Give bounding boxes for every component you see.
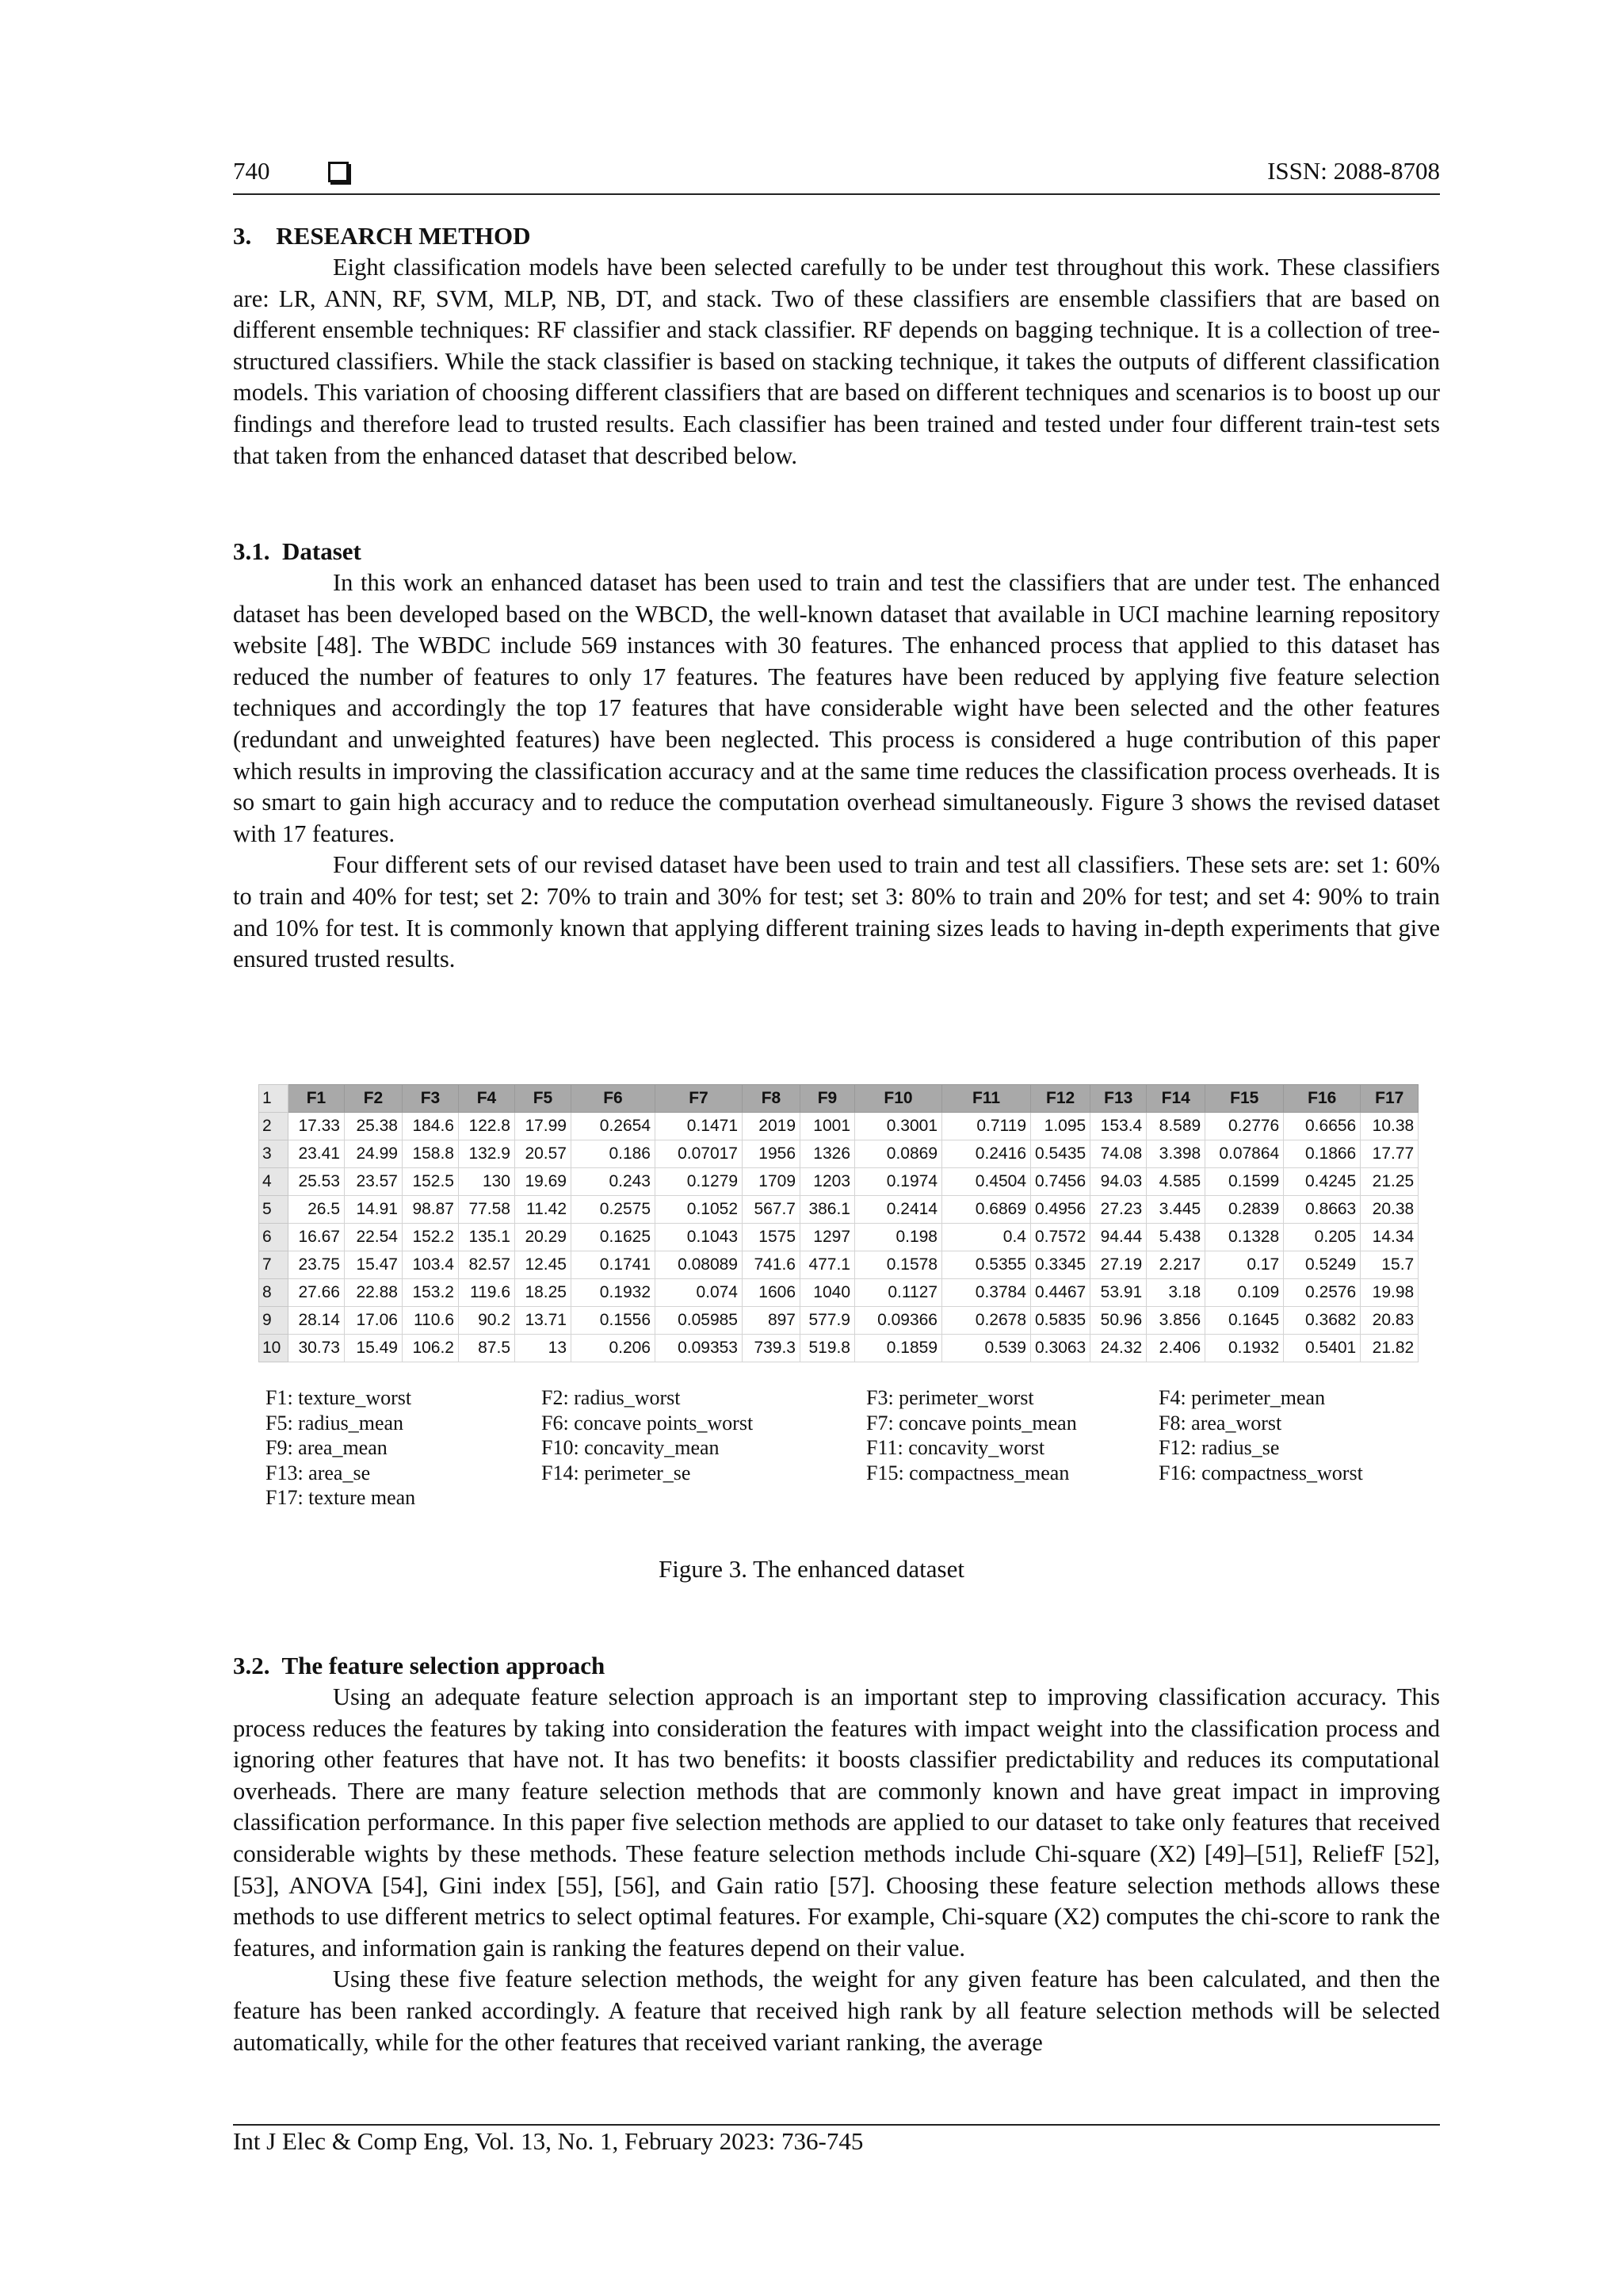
table-cell: 1297 bbox=[800, 1224, 855, 1251]
table-cell: 0.539 bbox=[942, 1335, 1031, 1362]
feature-legend-item: F12: radius_se bbox=[1159, 1436, 1280, 1459]
table-cell: 0.206 bbox=[571, 1335, 655, 1362]
table-cell: 25.38 bbox=[345, 1113, 403, 1140]
column-header: F13 bbox=[1090, 1085, 1147, 1113]
table-cell: 0.1645 bbox=[1205, 1307, 1284, 1335]
table-cell: 17.77 bbox=[1361, 1140, 1419, 1168]
feature-legend-item: F11: concavity_worst bbox=[866, 1436, 1045, 1459]
table-cell: 1575 bbox=[743, 1224, 800, 1251]
row-number: 10 bbox=[259, 1335, 288, 1362]
table-cell: 567.7 bbox=[743, 1196, 800, 1224]
column-header: F3 bbox=[403, 1085, 459, 1113]
table-cell: 22.54 bbox=[345, 1224, 403, 1251]
column-header: F8 bbox=[743, 1085, 800, 1113]
column-header: F7 bbox=[655, 1085, 743, 1113]
box-icon bbox=[328, 162, 349, 182]
table-cell: 2.217 bbox=[1147, 1251, 1205, 1279]
table-cell: 20.38 bbox=[1361, 1196, 1419, 1224]
row-number: 2 bbox=[259, 1113, 288, 1140]
table-cell: 0.3784 bbox=[942, 1279, 1031, 1307]
table-cell: 0.4956 bbox=[1031, 1196, 1090, 1224]
table-cell: 0.1625 bbox=[571, 1224, 655, 1251]
table-cell: 386.1 bbox=[800, 1196, 855, 1224]
table-cell: 0.1932 bbox=[571, 1279, 655, 1307]
table-cell: 0.7572 bbox=[1031, 1224, 1090, 1251]
table-cell: 13.71 bbox=[515, 1307, 571, 1335]
column-header: F2 bbox=[345, 1085, 403, 1113]
table-cell: 21.82 bbox=[1361, 1335, 1419, 1362]
table-cell: 2019 bbox=[743, 1113, 800, 1140]
table-cell: 0.8663 bbox=[1284, 1196, 1361, 1224]
feature-legend-column bbox=[541, 1385, 753, 1485]
column-header: F1 bbox=[288, 1085, 345, 1113]
table-cell: 0.1043 bbox=[655, 1224, 743, 1251]
table-cell: 0.1866 bbox=[1284, 1140, 1361, 1168]
paragraph: Eight classification models have been selected carefully to be under test throughout this work. These classifiers are: LR, ANN, RF, SVM, MLP, NB, DT, and stack. Two of these classifiers are ensemble classifiers that are based on different ensemble techniques: RF classifier and stack classifier. RF depends on bagging technique. It is a collection of tree-structured classifiers. While the stack classifier is based on stacking technique, it takes the outputs of different classification models. This variation of choosing different classifiers that are based on different techniques and scenarios is to boost up our findings and therefore lead to trusted results. Each classifier has been trained and tested under four different train-test sets that taken from the enhanced dataset that described below. bbox=[233, 254, 1440, 469]
table-cell: 27.66 bbox=[288, 1279, 345, 1307]
table-cell: 103.4 bbox=[403, 1251, 459, 1279]
table-cell: 1001 bbox=[800, 1113, 855, 1140]
table-cell: 94.03 bbox=[1090, 1168, 1147, 1196]
table-cell: 0.1974 bbox=[855, 1168, 942, 1196]
table-cell: 153.4 bbox=[1090, 1113, 1147, 1140]
table-cell: 1956 bbox=[743, 1140, 800, 1168]
table-cell: 12.45 bbox=[515, 1251, 571, 1279]
table-cell: 98.87 bbox=[403, 1196, 459, 1224]
table-cell: 0.1052 bbox=[655, 1196, 743, 1224]
feature-legend-item: F15: compactness_mean bbox=[866, 1461, 1070, 1484]
table-cell: 0.6869 bbox=[942, 1196, 1031, 1224]
table-cell: 74.08 bbox=[1090, 1140, 1147, 1168]
table-cell: 135.1 bbox=[459, 1224, 515, 1251]
table-cell: 53.91 bbox=[1090, 1279, 1147, 1307]
table-cell: 158.8 bbox=[403, 1140, 459, 1168]
table-row bbox=[259, 1251, 1419, 1279]
table-cell: 0.17 bbox=[1205, 1251, 1284, 1279]
table-cell: 153.2 bbox=[403, 1279, 459, 1307]
table-cell: 17.33 bbox=[288, 1113, 345, 1140]
table-cell: 13 bbox=[515, 1335, 571, 1362]
table-cell: 0.1556 bbox=[571, 1307, 655, 1335]
table-cell: 94.44 bbox=[1090, 1224, 1147, 1251]
footer-rule bbox=[233, 2124, 1440, 2126]
column-header: F14 bbox=[1147, 1085, 1205, 1113]
page-number: 740 bbox=[233, 157, 270, 185]
paragraph: Using these five feature selection methods, the weight for any given feature has been calculated, and then the feature has been ranked accordingly. A feature that received high rank by all feature selection methods will be selected automatically, while for the other features that received variant ranking, the average bbox=[233, 1966, 1440, 2056]
table-cell: 132.9 bbox=[459, 1140, 515, 1168]
table-cell: 184.6 bbox=[403, 1113, 459, 1140]
table-cell: 0.074 bbox=[655, 1279, 743, 1307]
table-cell: 0.1471 bbox=[655, 1113, 743, 1140]
table-cell: 0.2654 bbox=[571, 1113, 655, 1140]
table-cell: 130 bbox=[459, 1168, 515, 1196]
column-header: F5 bbox=[515, 1085, 571, 1113]
table-cell: 897 bbox=[743, 1307, 800, 1335]
table-cell: 741.6 bbox=[743, 1251, 800, 1279]
table-cell: 3.445 bbox=[1147, 1196, 1205, 1224]
table-cell: 0.3682 bbox=[1284, 1307, 1361, 1335]
table-cell: 0.2576 bbox=[1284, 1279, 1361, 1307]
table-cell: 0.4504 bbox=[942, 1168, 1031, 1196]
feature-legend-item: F13: area_se bbox=[265, 1461, 371, 1484]
table-row bbox=[259, 1140, 1419, 1168]
row-number: 8 bbox=[259, 1279, 288, 1307]
table-row bbox=[259, 1196, 1419, 1224]
table-cell: 0.1578 bbox=[855, 1251, 942, 1279]
table-cell: 0.5249 bbox=[1284, 1251, 1361, 1279]
table-row bbox=[259, 1335, 1419, 1362]
feature-legend-item: F10: concavity_mean bbox=[541, 1436, 720, 1459]
table-cell: 87.5 bbox=[459, 1335, 515, 1362]
section-body-research-method bbox=[233, 252, 1440, 472]
table-cell: 0.2678 bbox=[942, 1307, 1031, 1335]
table-cell: 1326 bbox=[800, 1140, 855, 1168]
table-cell: 1709 bbox=[743, 1168, 800, 1196]
table-cell: 14.34 bbox=[1361, 1224, 1419, 1251]
table-row bbox=[259, 1224, 1419, 1251]
table-cell: 8.589 bbox=[1147, 1113, 1205, 1140]
table-cell: 0.5355 bbox=[942, 1251, 1031, 1279]
table-cell: 152.2 bbox=[403, 1224, 459, 1251]
table-cell: 4.585 bbox=[1147, 1168, 1205, 1196]
paragraph: Using an adequate feature selection approach is an important step to improving classification accuracy. This process reduces the features by taking into consideration the features with impact weight into the classification process and ignoring other features that have not. It has two benefits: it boosts classifier predictability and reduces its computational overheads. There are many feature selection methods that are commonly known and have great impact in improving classification performance. In this paper five selection methods are applied to our dataset to take only features that received considerable wights by these methods. These feature selection methods include Chi-square (X2) [49]–[51], ReliefF [52], [53], ANOVA [54], Gini index [55], [56], and Gain ratio [57]. Choosing these feature selection methods allows these methods to use different metrics to select optimal features. For example, Chi-square (X2) computes the chi-score to rank the features, and information gain is ranking the features depend on their value. bbox=[233, 1683, 1440, 1962]
table-cell: 0.5435 bbox=[1031, 1140, 1090, 1168]
section-body-dataset bbox=[233, 567, 1440, 976]
table-row bbox=[259, 1279, 1419, 1307]
table-cell: 0.1599 bbox=[1205, 1168, 1284, 1196]
column-header: F9 bbox=[800, 1085, 855, 1113]
column-header: F16 bbox=[1284, 1085, 1361, 1113]
table-cell: 77.58 bbox=[459, 1196, 515, 1224]
dataset-table bbox=[258, 1084, 1419, 1362]
column-header: F6 bbox=[571, 1085, 655, 1113]
table-cell: 20.29 bbox=[515, 1224, 571, 1251]
table-cell: 0.2839 bbox=[1205, 1196, 1284, 1224]
table-cell: 122.8 bbox=[459, 1113, 515, 1140]
header-rule bbox=[233, 193, 1440, 195]
table-cell: 3.398 bbox=[1147, 1140, 1205, 1168]
row-number-header: 1 bbox=[259, 1085, 288, 1113]
table-cell: 0.3001 bbox=[855, 1113, 942, 1140]
table-cell: 0.0869 bbox=[855, 1140, 942, 1168]
feature-legend-item: F7: concave points_mean bbox=[866, 1411, 1077, 1435]
table-row bbox=[259, 1307, 1419, 1335]
table-cell: 0.1328 bbox=[1205, 1224, 1284, 1251]
table-cell: 0.5835 bbox=[1031, 1307, 1090, 1335]
table-cell: 0.1932 bbox=[1205, 1335, 1284, 1362]
table-cell: 20.57 bbox=[515, 1140, 571, 1168]
figure-caption: Figure 3. The enhanced dataset bbox=[659, 1555, 964, 1583]
table-cell: 0.4245 bbox=[1284, 1168, 1361, 1196]
feature-legend-item: F5: radius_mean bbox=[265, 1411, 404, 1435]
table-cell: 2.406 bbox=[1147, 1335, 1205, 1362]
table-cell: 1.095 bbox=[1031, 1113, 1090, 1140]
table-cell: 0.2414 bbox=[855, 1196, 942, 1224]
table-cell: 0.08089 bbox=[655, 1251, 743, 1279]
table-cell: 17.99 bbox=[515, 1113, 571, 1140]
table-header-row bbox=[259, 1085, 1419, 1113]
column-header: F12 bbox=[1031, 1085, 1090, 1113]
table-cell: 28.14 bbox=[288, 1307, 345, 1335]
table-cell: 119.6 bbox=[459, 1279, 515, 1307]
table-cell: 90.2 bbox=[459, 1307, 515, 1335]
column-header: F11 bbox=[942, 1085, 1031, 1113]
table-cell: 0.2776 bbox=[1205, 1113, 1284, 1140]
table-cell: 0.7119 bbox=[942, 1113, 1031, 1140]
feature-legend-item: F14: perimeter_se bbox=[541, 1461, 691, 1484]
table-cell: 17.06 bbox=[345, 1307, 403, 1335]
table-cell: 11.42 bbox=[515, 1196, 571, 1224]
table-cell: 477.1 bbox=[800, 1251, 855, 1279]
feature-legend-item: F17: texture mean bbox=[265, 1486, 416, 1509]
table-cell: 0.7456 bbox=[1031, 1168, 1090, 1196]
feature-legend-column bbox=[265, 1385, 415, 1511]
table-cell: 152.5 bbox=[403, 1168, 459, 1196]
feature-legend-item: F8: area_worst bbox=[1159, 1411, 1282, 1435]
table-cell: 0.1741 bbox=[571, 1251, 655, 1279]
table-cell: 0.5401 bbox=[1284, 1335, 1361, 1362]
table-cell: 15.49 bbox=[345, 1335, 403, 1362]
feature-legend-item: F9: area_mean bbox=[265, 1436, 388, 1459]
row-number: 5 bbox=[259, 1196, 288, 1224]
table-cell: 1203 bbox=[800, 1168, 855, 1196]
section-heading-feature-selection: 3.2. The feature selection approach bbox=[233, 1652, 605, 1679]
section-heading-dataset: 3.1. Dataset bbox=[233, 537, 361, 565]
table-cell: 22.88 bbox=[345, 1279, 403, 1307]
table-cell: 5.438 bbox=[1147, 1224, 1205, 1251]
section-body-feature-selection bbox=[233, 1682, 1440, 2058]
table-cell: 18.25 bbox=[515, 1279, 571, 1307]
table-cell: 0.09353 bbox=[655, 1335, 743, 1362]
footer-citation: Int J Elec & Comp Eng, Vol. 13, No. 1, February 2023: 736-745 bbox=[233, 2127, 864, 2155]
table-cell: 0.186 bbox=[571, 1140, 655, 1168]
table-row bbox=[259, 1168, 1419, 1196]
row-number: 9 bbox=[259, 1307, 288, 1335]
table-cell: 1040 bbox=[800, 1279, 855, 1307]
table-cell: 0.05985 bbox=[655, 1307, 743, 1335]
table-cell: 0.2416 bbox=[942, 1140, 1031, 1168]
table-cell: 0.3063 bbox=[1031, 1335, 1090, 1362]
column-header: F15 bbox=[1205, 1085, 1284, 1113]
table-cell: 15.7 bbox=[1361, 1251, 1419, 1279]
table-cell: 1606 bbox=[743, 1279, 800, 1307]
table-cell: 10.38 bbox=[1361, 1113, 1419, 1140]
table-cell: 519.8 bbox=[800, 1335, 855, 1362]
table-cell: 24.32 bbox=[1090, 1335, 1147, 1362]
feature-legend-item: F2: radius_worst bbox=[541, 1386, 681, 1409]
table-cell: 19.69 bbox=[515, 1168, 571, 1196]
table-cell: 0.1859 bbox=[855, 1335, 942, 1362]
section-heading-research-method: 3. RESEARCH METHOD bbox=[233, 222, 531, 250]
paragraph: In this work an enhanced dataset has been used to train and test the classifiers that are under test. The enhanced dataset has been developed based on the WBCD, the well-known dataset that available in UCI machine learning repository website [48]. The WBDC include 569 instances with 30 features. The enhanced process that applied to this dataset has reduced the number of features to only 17 features. The features have been reduced by applying five feature selection techniques and accordingly the top 17 features that have considerable wight have been selected and the other features (redundant and unweighted features) have been neglected. This process is considered a huge contribution of this paper which results in improving the classification accuracy and at the same time reduces the classification process overheads. It is so smart to gain high accuracy and to reduce the computation overhead simultaneously. Figure 3 shows the revised dataset with 17 features. bbox=[233, 569, 1440, 847]
table-cell: 23.75 bbox=[288, 1251, 345, 1279]
column-header: F17 bbox=[1361, 1085, 1419, 1113]
column-header: F10 bbox=[855, 1085, 942, 1113]
table-cell: 0.2575 bbox=[571, 1196, 655, 1224]
feature-legend-item: F16: compactness_worst bbox=[1159, 1461, 1363, 1484]
table-cell: 0.243 bbox=[571, 1168, 655, 1196]
table-cell: 0.07864 bbox=[1205, 1140, 1284, 1168]
column-header: F4 bbox=[459, 1085, 515, 1113]
table-cell: 19.98 bbox=[1361, 1279, 1419, 1307]
table-row bbox=[259, 1113, 1419, 1140]
table-cell: 20.83 bbox=[1361, 1307, 1419, 1335]
feature-legend-item: F6: concave points_worst bbox=[541, 1411, 754, 1435]
table-cell: 739.3 bbox=[743, 1335, 800, 1362]
issn: ISSN: 2088-8708 bbox=[1267, 157, 1440, 185]
table-cell: 0.198 bbox=[855, 1224, 942, 1251]
feature-legend-item: F4: perimeter_mean bbox=[1159, 1386, 1326, 1409]
feature-legend-column bbox=[866, 1385, 1077, 1485]
table-cell: 0.09366 bbox=[855, 1307, 942, 1335]
table-cell: 0.1279 bbox=[655, 1168, 743, 1196]
table-cell: 3.18 bbox=[1147, 1279, 1205, 1307]
table-cell: 0.4467 bbox=[1031, 1279, 1090, 1307]
table-cell: 21.25 bbox=[1361, 1168, 1419, 1196]
row-number: 3 bbox=[259, 1140, 288, 1168]
table-cell: 30.73 bbox=[288, 1335, 345, 1362]
table-cell: 0.205 bbox=[1284, 1224, 1361, 1251]
table-cell: 110.6 bbox=[403, 1307, 459, 1335]
table-cell: 25.53 bbox=[288, 1168, 345, 1196]
table-cell: 26.5 bbox=[288, 1196, 345, 1224]
feature-legend-column bbox=[1159, 1385, 1363, 1485]
table-cell: 14.91 bbox=[345, 1196, 403, 1224]
table-cell: 23.57 bbox=[345, 1168, 403, 1196]
table-cell: 15.47 bbox=[345, 1251, 403, 1279]
table-cell: 0.6656 bbox=[1284, 1113, 1361, 1140]
feature-legend-item: F1: texture_worst bbox=[265, 1386, 412, 1409]
table-cell: 50.96 bbox=[1090, 1307, 1147, 1335]
table-cell: 27.23 bbox=[1090, 1196, 1147, 1224]
table-cell: 0.1127 bbox=[855, 1279, 942, 1307]
table-cell: 3.856 bbox=[1147, 1307, 1205, 1335]
feature-legend-item: F3: perimeter_worst bbox=[866, 1386, 1034, 1409]
table-cell: 23.41 bbox=[288, 1140, 345, 1168]
table-cell: 0.07017 bbox=[655, 1140, 743, 1168]
table-cell: 0.4 bbox=[942, 1224, 1031, 1251]
row-number: 4 bbox=[259, 1168, 288, 1196]
table-cell: 577.9 bbox=[800, 1307, 855, 1335]
table-cell: 27.19 bbox=[1090, 1251, 1147, 1279]
table-cell: 0.3345 bbox=[1031, 1251, 1090, 1279]
table-cell: 24.99 bbox=[345, 1140, 403, 1168]
table-cell: 0.109 bbox=[1205, 1279, 1284, 1307]
row-number: 7 bbox=[259, 1251, 288, 1279]
table-cell: 82.57 bbox=[459, 1251, 515, 1279]
table-cell: 106.2 bbox=[403, 1335, 459, 1362]
table-cell: 16.67 bbox=[288, 1224, 345, 1251]
paragraph: Four different sets of our revised dataset have been used to train and test all classifiers. These sets are: set 1: 60% to train and 40% for test; set 2: 70% to train and 30% for test; set 3: 80% to train and 20% for test; and set 4: 90% to train and 10% for test. It is commonly known that applying different training sizes leads to having in-depth experiments that give ensured trusted results. bbox=[233, 851, 1440, 973]
row-number: 6 bbox=[259, 1224, 288, 1251]
